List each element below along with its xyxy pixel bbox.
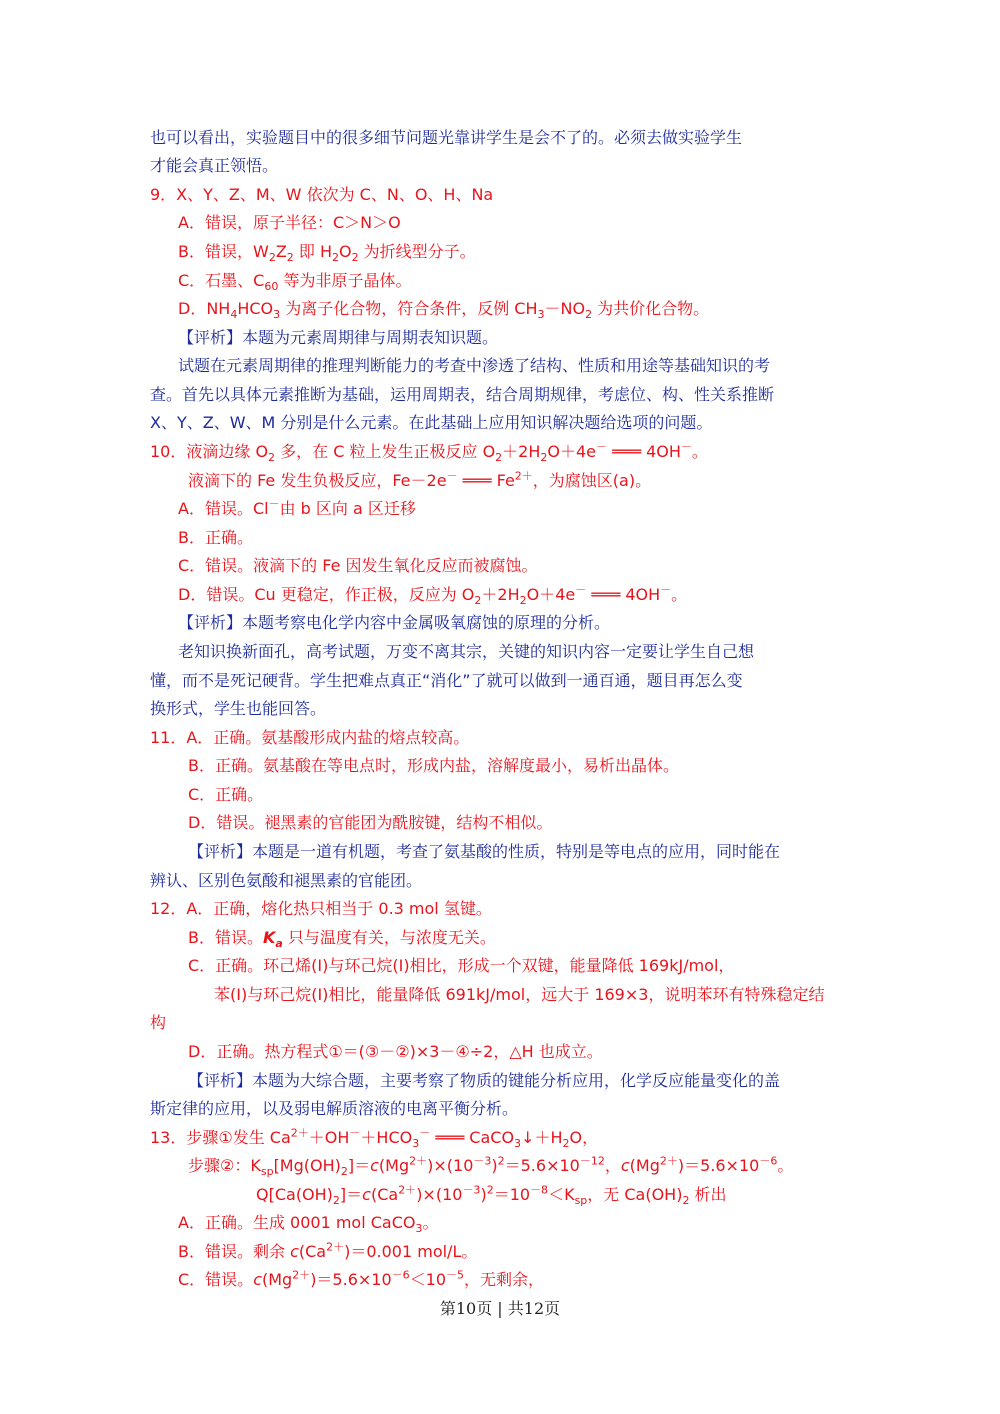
text-line: D．正确。热方程式①＝(③－②)×3－④÷2，△H 也成立。 <box>188 1042 603 1061</box>
text-line: 构 <box>150 1013 167 1032</box>
text-line: 换形式，学生也能回答。 <box>150 699 327 718</box>
text-line: C．正确。环己烯(I)与环己烷(I)相比，形成一个双键，能量降低 169kJ/mol， <box>188 956 735 975</box>
text-line: 11．A．正确。氨基酸形成内盐的熔点较高。 <box>150 728 470 747</box>
text-line: A．错误，原子半径：C＞N＞O <box>178 213 401 232</box>
page-footer: 第10页 | 共12页 <box>439 1299 561 1318</box>
text-line: C．正确。 <box>188 785 264 804</box>
text-line: 【评析】本题为大综合题，主要考察了物质的键能分析应用，化学反应能量变化的盖 <box>188 1071 781 1090</box>
text-line: 9．X、Y、Z、M、W 依次为 C、N、O、H、Na <box>150 185 494 204</box>
text-line: 也可以看出，实验题目中的很多细节问题光靠讲学生是会不了的。必须去做实验学生 <box>150 128 743 147</box>
text-line: C．石墨、$C_{60}$ 等为非原子晶体。 <box>178 271 412 294</box>
text-line: 斯定律的应用，以及弱电解质溶液的电离平衡分析。 <box>150 1099 519 1118</box>
text-line: 10．液滴边缘 $O_2$ 多，在 C 粒上发生正极反应 $O_2+2H_2O+4e^-$ ═══ 4OH－。 <box>150 440 708 465</box>
text-line: 12．A．正确，熔化热只相当于 0.3 mol 氢键。 <box>150 899 492 918</box>
text-line: D．错误。Cu 更稳定，作正极，反应为 $O_2+2H_2O+4e^-$ ═══ 4OH－。 <box>178 583 688 608</box>
text-line: 【评析】本题考察电化学内容中金属吸氧腐蚀的原理的分析。 <box>178 613 611 632</box>
text-line: B．正确。氨基酸在等电点时，形成内盐，溶解度最小，易析出晶体。 <box>188 756 679 775</box>
text-line: 才能会真正领悟。 <box>150 156 279 175</box>
text-line: 液滴下的 Fe 发生负极反应，Fe－2e－ ═══ $Fe^{2+}$，为腐蚀区(a)。 <box>188 469 652 490</box>
text-line: 查。首先以具体元素推断为基础，运用周期表，结合周期规律，考虑位、构、性关系推断 <box>150 385 775 404</box>
text-line: 【评析】本题为元素周期律与周期表知识题。 <box>178 328 499 347</box>
text-line: 老知识换新面孔，高考试题，万变不离其宗，关键的知识内容一定要让学生自己想 <box>178 642 755 661</box>
text-line: A．正确。生成 0001 mol CaCO$_3$。 <box>178 1213 439 1236</box>
text-line: 试题在元素周期律的推理判断能力的考查中渗透了结构、性质和用途等基础知识的考 <box>178 356 771 375</box>
text-line: B．错误，$W_2Z_2$ 即 $H_2O_2$ 为折线型分子。 <box>178 242 476 265</box>
text-line: 懂，而不是死记硬背。学生把难点真正“消化”了就可以做到一通百通，题目再怎么变 <box>150 671 743 690</box>
text-line: C．错误。$c(Mg^{2+})=5.6\times 10^{-6}<10^{-5}$，无剩余， <box>178 1268 545 1289</box>
text-line: $Q[Ca(OH)_2]=c(Ca^{2+})\times(10^{-3})^2=10^{-8}<K_{sp}$，无 $Ca(OH)_2$ 析出 <box>256 1183 727 1208</box>
text-line: 13．步骤①发生 $Ca^{2+}+OH^-+HCO_3^-$ ═══ $CaCO_3↓+H_2O$， <box>150 1126 599 1151</box>
text-line: B．正确。 <box>178 528 253 547</box>
text-line: 【评析】本题是一道有机题，考查了氨基酸的性质，特别是等电点的应用，同时能在 <box>188 842 781 861</box>
text-line: B．错误。剩余 $c(Ca^{2+})=0.001$ mol/L。 <box>178 1240 478 1261</box>
text-line: X、Y、Z、W、M 分别是什么元素。在此基础上应用知识解决题给选项的问题。 <box>150 413 713 432</box>
text-line: 步骤②：$K_{sp}[Mg(OH)_2]=c(Mg^{2+})\times(10^{-3})^2=5.6\times 10^{-12}$，$c(Mg^{2+})=5.6\times 10^{-6}$。 <box>188 1154 794 1179</box>
text-line: D．$NH_4HCO_3$ 为离子化合物，符合条件，反例 $CH_3-NO_2$ 为共价化合物。 <box>178 299 710 322</box>
text-line: C．错误。液滴下的 Fe 因发生氧化反应而被腐蚀。 <box>178 556 538 575</box>
text-line: A．错误。Cl－由 b 区向 a 区迁移 <box>178 497 416 518</box>
text-line: 辨认、区别色氨酸和褪黑素的官能团。 <box>150 871 423 890</box>
text-line: 苯(I)与环己烷(I)相比，能量降低 691kJ/mol，远大于 169×3，说明苯环有特殊稳定结 <box>214 985 825 1004</box>
text-line: B．错误。$K_a$ 只与温度有关，与浓度无关。 <box>188 928 496 951</box>
text-line: D．错误。褪黑素的官能团为酰胺键，结构不相似。 <box>188 813 553 832</box>
